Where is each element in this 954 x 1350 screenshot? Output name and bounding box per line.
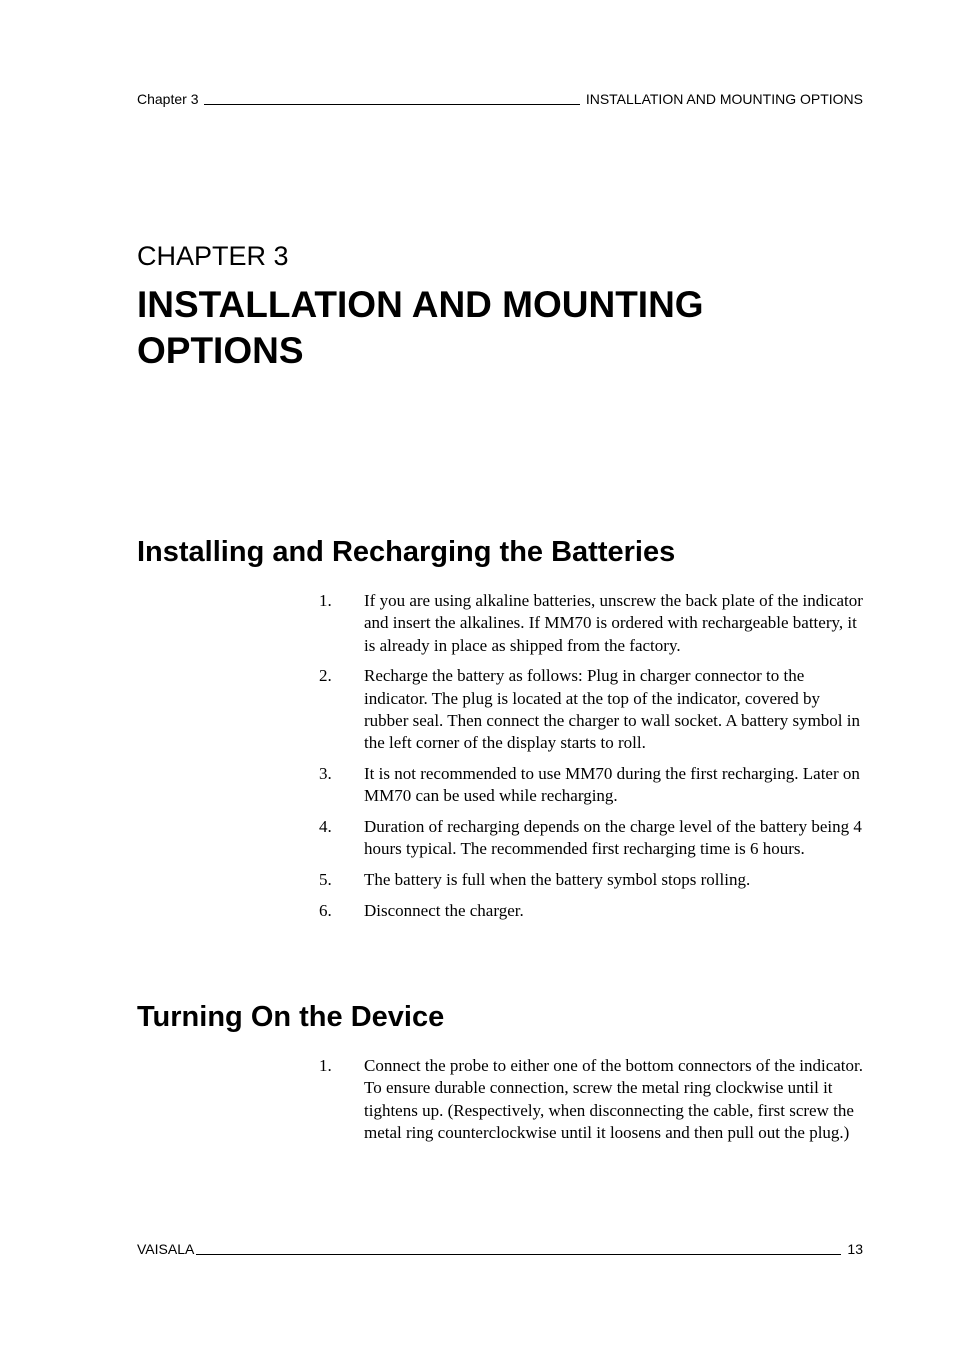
step-text: Duration of recharging depends on the charge level of the battery being 4 hours typical. The recommended first recharging time is 6 hours. (364, 817, 862, 859)
step-text: If you are using alkaline batteries, unscrew the back plate of the indicator and insert the alkalines. If MM70 is ordered with rechargeable battery, it is already in place as shipped from the factory. (364, 591, 863, 655)
list-item (319, 665, 867, 754)
page-number: 13 (847, 1241, 863, 1257)
step-text: Disconnect the charger. (364, 901, 524, 921)
step-number: 3. (319, 764, 332, 784)
footer-company: VAISALA (137, 1241, 195, 1257)
section-heading-turning-on: Turning On the Device (137, 1001, 445, 1033)
list-item (319, 1055, 867, 1144)
chapter-title: INSTALLATION AND MOUNTING OPTIONS (137, 284, 704, 371)
header-chapter: Chapter 3 (137, 91, 199, 107)
step-number: 1. (319, 1056, 332, 1075)
step-number: 2. (319, 666, 332, 686)
chapter-label: CHAPTER 3 (137, 241, 289, 271)
list-item (319, 763, 867, 808)
list-item (319, 590, 867, 657)
step-text: Connect the probe to either one of the bottom connectors of the indicator. To ensure durable connection, screw the metal ring clockwise until it tightens up. (Respectively, when disconnecting the cable, first screw the metal ring counterclockwise until it loosens and then pull out the plug.) (364, 1056, 863, 1142)
step-text: The battery is full when the battery symbol stops rolling. (364, 870, 751, 890)
running-footer (137, 1241, 863, 1257)
step-number: 6. (319, 901, 332, 921)
header-rule (204, 103, 579, 105)
footer-rule (196, 1253, 841, 1255)
step-text: It is not recommended to use MM70 during the first recharging. Later on MM70 can be used while recharging. (364, 764, 860, 806)
step-text: Recharge the battery as follows: Plug in charger connector to the indicator. The plug is located at the top of the indicator, covered by rubber seal. Then connect the charger to wall socket. A battery symbol in the left corner of the display starts to roll. (364, 666, 861, 753)
step-number: 1. (319, 591, 332, 610)
turning-on-steps (319, 1055, 867, 1153)
batteries-steps (319, 590, 867, 931)
list-item (319, 869, 867, 891)
list-item (319, 900, 867, 922)
running-header (137, 91, 863, 107)
header-title: INSTALLATION AND MOUNTING OPTIONS (585, 91, 863, 107)
section-heading-batteries: Installing and Recharging the Batteries (137, 536, 676, 568)
list-item (319, 816, 867, 861)
step-number: 4. (319, 817, 332, 837)
step-number: 5. (319, 870, 332, 890)
